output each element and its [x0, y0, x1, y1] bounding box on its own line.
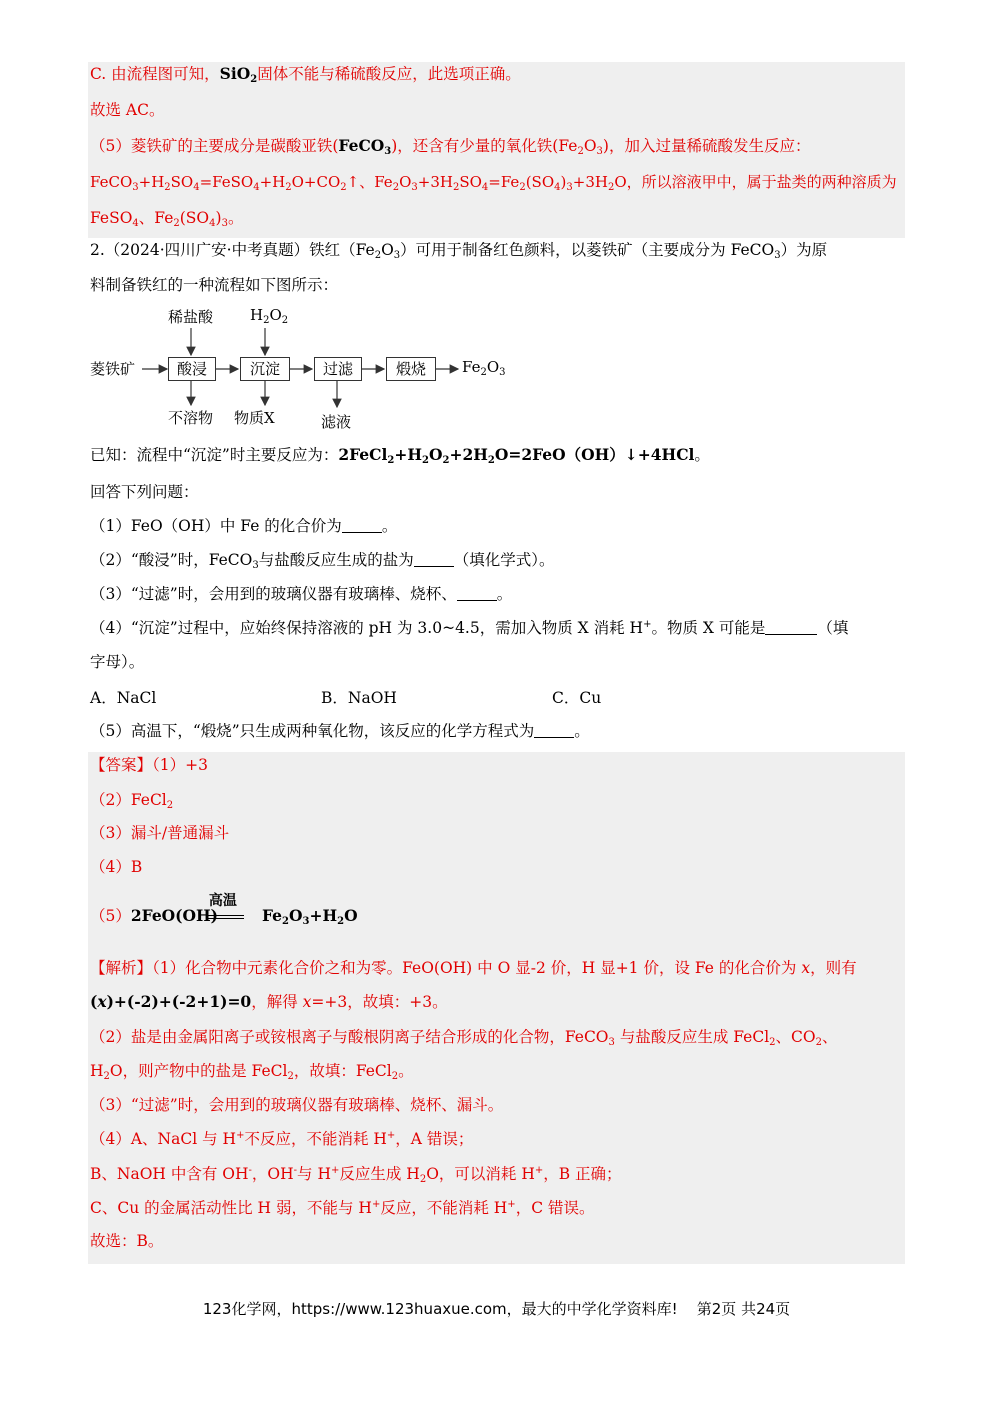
choice-line: 故选 AC。 [90, 101, 165, 119]
sub-question-4: （4）“沉淀”过程中，应始终保持溶液的 pH 为 3.0~4.5，需加入物质 X 消耗 H+。物质 X 可能是 （填 [90, 619, 849, 637]
flow-input-acid: 稀盐酸 [168, 308, 214, 326]
analysis-4c: C、Cu 的金属活动性比 H 弱，不能与 H+反应，不能消耗 H+，C 错误。 [90, 1199, 595, 1217]
answer-2: （2）FeCl$_2$ [90, 791, 174, 811]
page-footer: 123化学网，https://www.123huaxue.com，最大的中学化学资料库! 第2页 共24页 [202, 1300, 791, 1318]
known-reaction: 已知：流程中“沉淀”时主要反应为：$2FeCl_2+H_2O_2+2H_2O=2FeO(OH)↓+4HCl$。 [90, 445, 710, 466]
option-c: C．Cu [552, 689, 602, 707]
flow-step-filter: 过滤 [314, 357, 362, 381]
sub-question-1: （1）FeO（OH）中 Fe 的化合价为 。 [90, 517, 398, 535]
flow-output-insoluble: 不溶物 [168, 409, 214, 427]
flow-step-acid-leach: 酸浸 [168, 357, 216, 381]
answer-1: 【答案】（1）+3 [90, 756, 208, 774]
flow-output-filtrate: 滤液 [321, 413, 352, 431]
flow-step-calcine: 煅烧 [386, 357, 436, 381]
process-flowchart [90, 300, 530, 440]
sub-question-2: （2）“酸浸”时，FeCO$_3$与盐酸反应生成的盐为 （填化学式）。 [90, 551, 555, 571]
option-a: A．NaCl [90, 689, 157, 707]
analysis-2: （2）盐是由金属阳离子或铵根离子与酸根阴离子结合形成的化合物，FeCO$_3$ 与盐酸反应生成 FeCl$_2$、$CO_2$、 [90, 1028, 838, 1048]
analysis-4a: （4）A、NaCl 与 H+不反应，不能消耗 H+，A 错误； [90, 1130, 474, 1148]
question-stem-line2: 料制备铁红的一种流程如下图所示： [90, 276, 339, 294]
analysis-1-line2: (x)+(-2)+(-2+1)=0，解得 x=+3，故填：+3。 [90, 992, 448, 1011]
option-c-line: C. 由流程图可知，SiO$_2$固体不能与稀硫酸反应，此选项正确。 [90, 64, 521, 85]
prompt: 回答下列问题： [90, 483, 199, 501]
option-b: B．NaOH [321, 689, 397, 707]
question-stem: 2.（2024·四川广安·中考真题）铁红$(Fe_2O_3)$可用于制备红色颜料，以菱铁矿（主要成分为 FeCO$_3$）为原 [90, 241, 828, 261]
flow-start: 菱铁矿 [90, 360, 136, 378]
analysis-3: （3）“过滤”时，会用到的玻璃仪器有玻璃棒、烧杯、漏斗。 [90, 1096, 504, 1114]
sub-question-3: （3）“过滤”时，会用到的玻璃仪器有玻璃棒、烧杯、 。 [90, 585, 513, 603]
answer-3: （3）漏斗/普通漏斗 [90, 824, 230, 842]
q5-equations-line: $FeCO_3+H_2SO_4=FeSO_4+H_2O+CO_2↑$、$Fe_2O_3+3H_2SO_4=Fe_2(SO_4)_3+3H_2O$，所以溶液甲中，属于盐类的两种溶质为 [90, 173, 897, 193]
answer-5: （5）2FeO(OH) 高温 $Fe_2O_3+H_2O$ [90, 893, 358, 927]
flow-input-oxidant: $H_2O_2$ [250, 306, 289, 326]
analysis-end: 故选：B。 [90, 1232, 164, 1250]
analysis-2-line2: $H_2O$，则产物中的盐是 FeCl$_2$，故填：FeCl$_2$。 [90, 1062, 414, 1082]
sub-question-4-line2: 字母）。 [90, 653, 145, 671]
q5-intro-line: （5）菱铁矿的主要成分是碳酸亚铁(FeCO$_3$)，还含有少量的氧化铁$(Fe_2O_3)$，加入过量稀硫酸发生反应： [90, 136, 811, 157]
flow-output-substance-x: 物质X [234, 409, 275, 427]
q5-salts-line: FeSO$_4$、$Fe_2(SO_4)_3$。 [90, 209, 244, 229]
flow-step-precipitate: 沉淀 [240, 357, 290, 381]
sub-question-5: （5）高温下，“煅烧”只生成两种氧化物，该反应的化学方程式为 。 [90, 722, 590, 740]
analysis-4b: B、NaOH 中含有 OH-，OH-与 H+反应生成 $H_2O$，可以消耗 H+，B 正确； [90, 1165, 622, 1185]
answer-4: （4）B [90, 858, 143, 876]
flow-product: $Fe_2O_3$ [462, 358, 506, 378]
analysis-1: 【解析】（1）化合物中元素化合价之和为零。FeO(OH) 中 O 显-2 价，H 显+1 价，设 Fe 的化合价为 x，则有 [90, 959, 857, 977]
